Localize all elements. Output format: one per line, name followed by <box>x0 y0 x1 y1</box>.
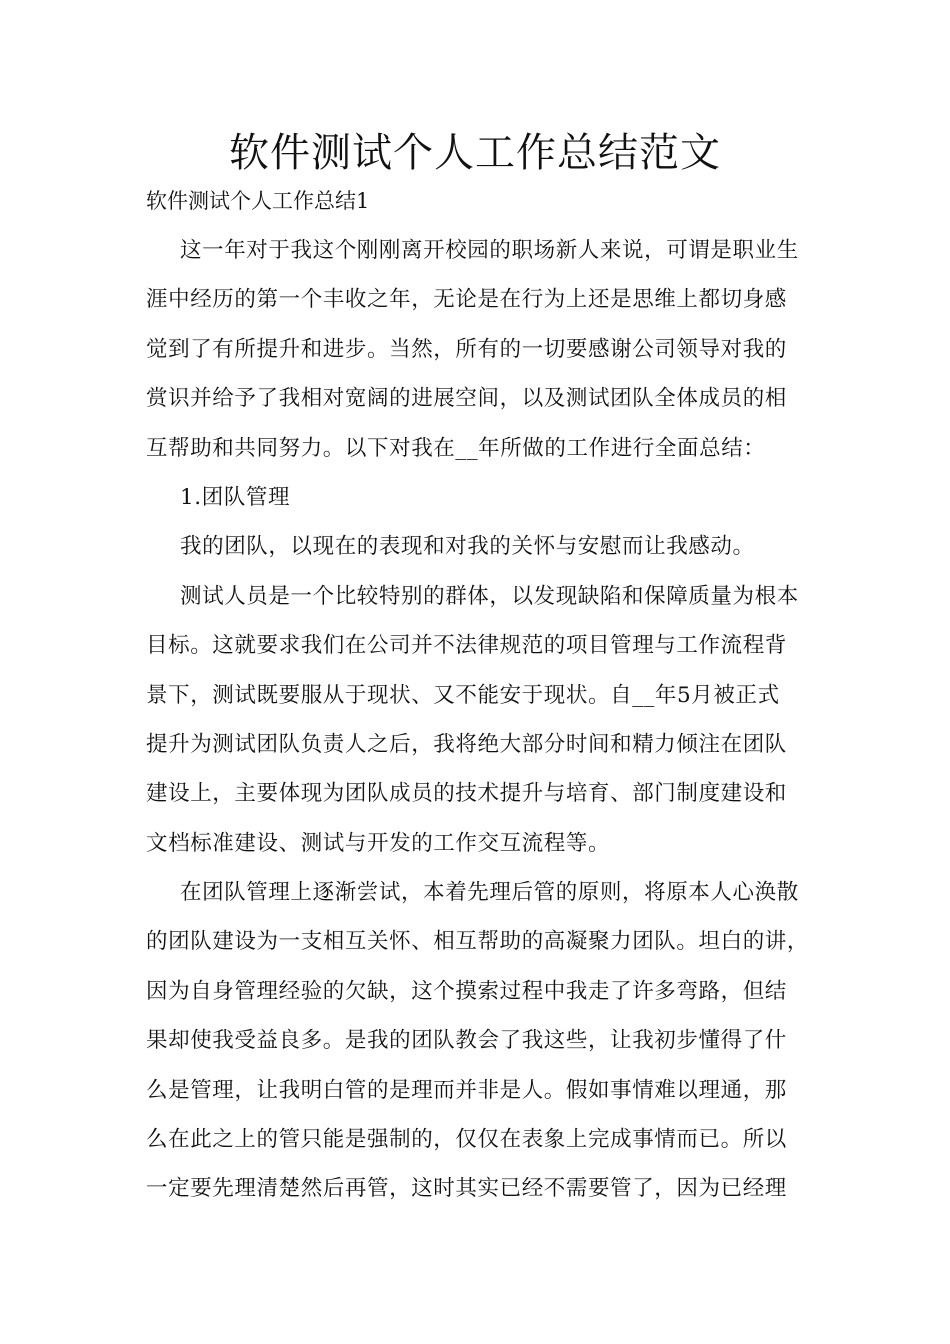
paragraph-line: 这一年对于我这个刚刚离开校园的职场新人来说，可谓是职业生 <box>180 238 799 263</box>
paragraph-line: 建设上，主要体现为团队成员的技术提升与培育、部门制度建设和 <box>146 781 787 807</box>
list-heading: 1.团队管理 <box>180 484 291 510</box>
paragraph-line: 因为自身管理经验的欠缺，这个摸索过程中我走了许多弯路，但结 <box>146 978 787 1004</box>
paragraph-line: 的团队建设为一支相互关怀、相互帮助的高凝聚力团队。坦白的讲， <box>146 929 810 955</box>
paragraph-line: 在团队管理上逐渐尝试，本着先理后管的原则，将原本人心涣散 <box>180 880 799 906</box>
paragraph-line: 么在此之上的管只能是强制的，仅仅在表象上完成事情而已。所以 <box>146 1127 787 1153</box>
paragraph-line: 测试人员是一个比较特别的群体，以发现缺陷和保障质量为根本 <box>180 583 799 609</box>
paragraph-line: 赏识并给予了我相对宽阔的进展空间，以及测试团队全体成员的相 <box>146 386 787 412</box>
paragraph-line: 提升为测试团队负责人之后，我将绝大部分时间和精力倾注在团队 <box>146 731 787 757</box>
paragraph-line: 景下，测试既要服从于现状、又不能安于现状。自__年5月被正式 <box>146 682 780 708</box>
document-body <box>146 232 814 1220</box>
paragraph-line: 觉到了有所提升和进步。当然，所有的一切要感谢公司领导对我的 <box>146 336 787 362</box>
paragraph-line: 我的团队，以现在的表现和对我的关怀与安慰而让我感动。 <box>180 534 755 560</box>
paragraph-line: 果却使我受益良多。是我的团队教会了我这些，让我初步懂得了什 <box>146 1028 787 1054</box>
paragraph-line: 涯中经历的第一个丰收之年，无论是在行为上还是思维上都切身感 <box>146 287 787 313</box>
paragraph-line: 文档标准建设、测试与开发的工作交互流程等。 <box>146 830 611 856</box>
section-heading: 软件测试个人工作总结1 <box>146 189 370 213</box>
paragraph-line: 一定要先理清楚然后再管，这时其实已经不需要管了，因为已经理 <box>146 1176 787 1202</box>
paragraph-line: 互帮助和共同努力。以下对我在__年所做的工作进行全面总结： <box>146 435 766 461</box>
paragraph-line: 目标。这就要求我们在公司并不法律规范的项目管理与工作流程背 <box>146 633 787 659</box>
paragraph-line: 么是管理，让我明白管的是理而并非是人。假如事情难以理通，那 <box>146 1077 787 1103</box>
document-title: 软件测试个人工作总结范文 <box>229 130 721 176</box>
